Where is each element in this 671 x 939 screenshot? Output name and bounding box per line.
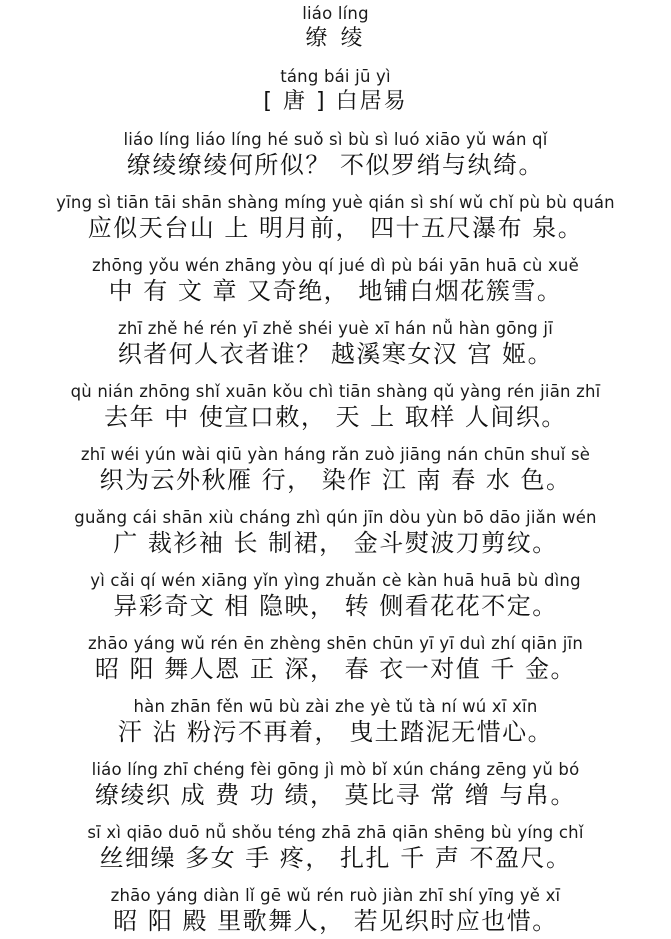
poem-title <box>0 4 671 54</box>
verse-pinyin: zhāo yáng diàn lǐ gē wǔ rén ruò jiàn zhī shí yīng yě xī <box>110 886 561 905</box>
verse-hanzi: 缭绫织 成 费 功 绩， 莫比寻 常 缯 与帛。 <box>94 781 577 809</box>
verse-pinyin: zhāo yáng wǔ rén ēn zhèng shēn chūn yī yī duì zhí qiān jīn <box>88 634 583 653</box>
verse-line-5 <box>0 382 671 432</box>
verse-hanzi: 去年 中 使宣口敕， 天 上 取样 人间织。 <box>104 403 567 431</box>
verse-pinyin: guǎng cái shān xiù cháng zhì qún jīn dòu yùn bō dāo jiǎn wén <box>74 508 597 527</box>
title-pinyin: liáo líng <box>302 4 369 23</box>
verse-line-9 <box>0 634 671 684</box>
verse-pinyin: zhī zhě hé rén yī zhě shéi yuè xī hán nǚ hàn gōng jī <box>118 319 553 338</box>
verse-line-4 <box>0 319 671 369</box>
verse-line-8 <box>0 571 671 621</box>
verse-hanzi: 织为云外秋雁 行， 染作 江 南 春 水 色。 <box>99 466 572 494</box>
verse-hanzi: 昭 阳 舞人恩 正 深， 春 衣一对值 千 金。 <box>94 655 577 683</box>
poem-author <box>0 67 671 117</box>
verse-line-3 <box>0 256 671 306</box>
verse-pinyin: yì cǎi qí wén xiāng yǐn yìng zhuǎn cè kàn huā huā bù dìng <box>90 571 581 590</box>
verse-line-11 <box>0 760 671 810</box>
verse-hanzi: 缭绫缭绫何所似？ 不似罗绡与纨绮。 <box>126 151 545 179</box>
verse-hanzi: 广 裁衫袖 长 制裙， 金斗熨波刀剪纹。 <box>113 529 558 557</box>
verse-line-12 <box>0 823 671 873</box>
verse-line-1 <box>0 130 671 180</box>
verse-hanzi: 丝细缲 多女 手 疼， 扎扎 千 声 不盈尺。 <box>99 844 572 872</box>
verse-pinyin: qù nián zhōng shǐ xuān kǒu chì tiān shàng qǔ yàng rén jiān zhī <box>70 382 601 401</box>
verse-hanzi: 织者何人衣者谁？ 越溪寒女汉 宫 姬。 <box>117 340 554 368</box>
verse-hanzi: 中 有 文 章 又奇绝， 地铺白烟花簇雪。 <box>108 277 563 305</box>
verse-line-7 <box>0 508 671 558</box>
verse-hanzi: 昭 阳 殿 里歌舞人， 若见织时应也惜。 <box>113 907 558 935</box>
verse-hanzi: 汗 沾 粉污不再着， 曳土踏泥无惜心。 <box>117 718 554 746</box>
verse-pinyin: liáo líng liáo líng hé suǒ sì bù sì luó xiāo yǔ wán qǐ <box>123 130 548 149</box>
author-pinyin: táng bái jū yì <box>280 67 391 86</box>
verse-pinyin: sī xì qiāo duō nǚ shǒu téng zhā zhā qiān shēng bù yíng chǐ <box>87 823 584 842</box>
verse-pinyin: yīng sì tiān tāi shān shàng míng yuè qián sì shí wǔ chǐ pù bù quán <box>56 193 615 212</box>
title-hanzi: 缭 绫 <box>305 26 366 51</box>
verse-line-6 <box>0 445 671 495</box>
verse-pinyin: zhōng yǒu wén zhāng yòu qí jué dì pù bái yān huā cù xuě <box>92 256 579 275</box>
verse-hanzi: 应似天台山 上 明月前， 四十五尺瀑布 泉。 <box>87 214 584 242</box>
verse-pinyin: liáo líng zhī chéng fèi gōng jì mò bǐ xún cháng zēng yǔ bó <box>91 760 580 779</box>
verse-pinyin: hàn zhān fěn wū bù zài zhe yè tǔ tà ní wú xī xīn <box>133 697 538 716</box>
verse-line-2 <box>0 193 671 243</box>
verse-hanzi: 异彩奇文 相 隐映， 转 侧看花花不定。 <box>113 592 558 620</box>
verse-pinyin: zhī wéi yún wài qiū yàn háng rǎn zuò jiāng nán chūn shuǐ sè <box>80 445 591 464</box>
author-hanzi: [ 唐 ] 白居易 <box>263 89 408 114</box>
verse-line-10 <box>0 697 671 747</box>
verse-line-13 <box>0 886 671 936</box>
